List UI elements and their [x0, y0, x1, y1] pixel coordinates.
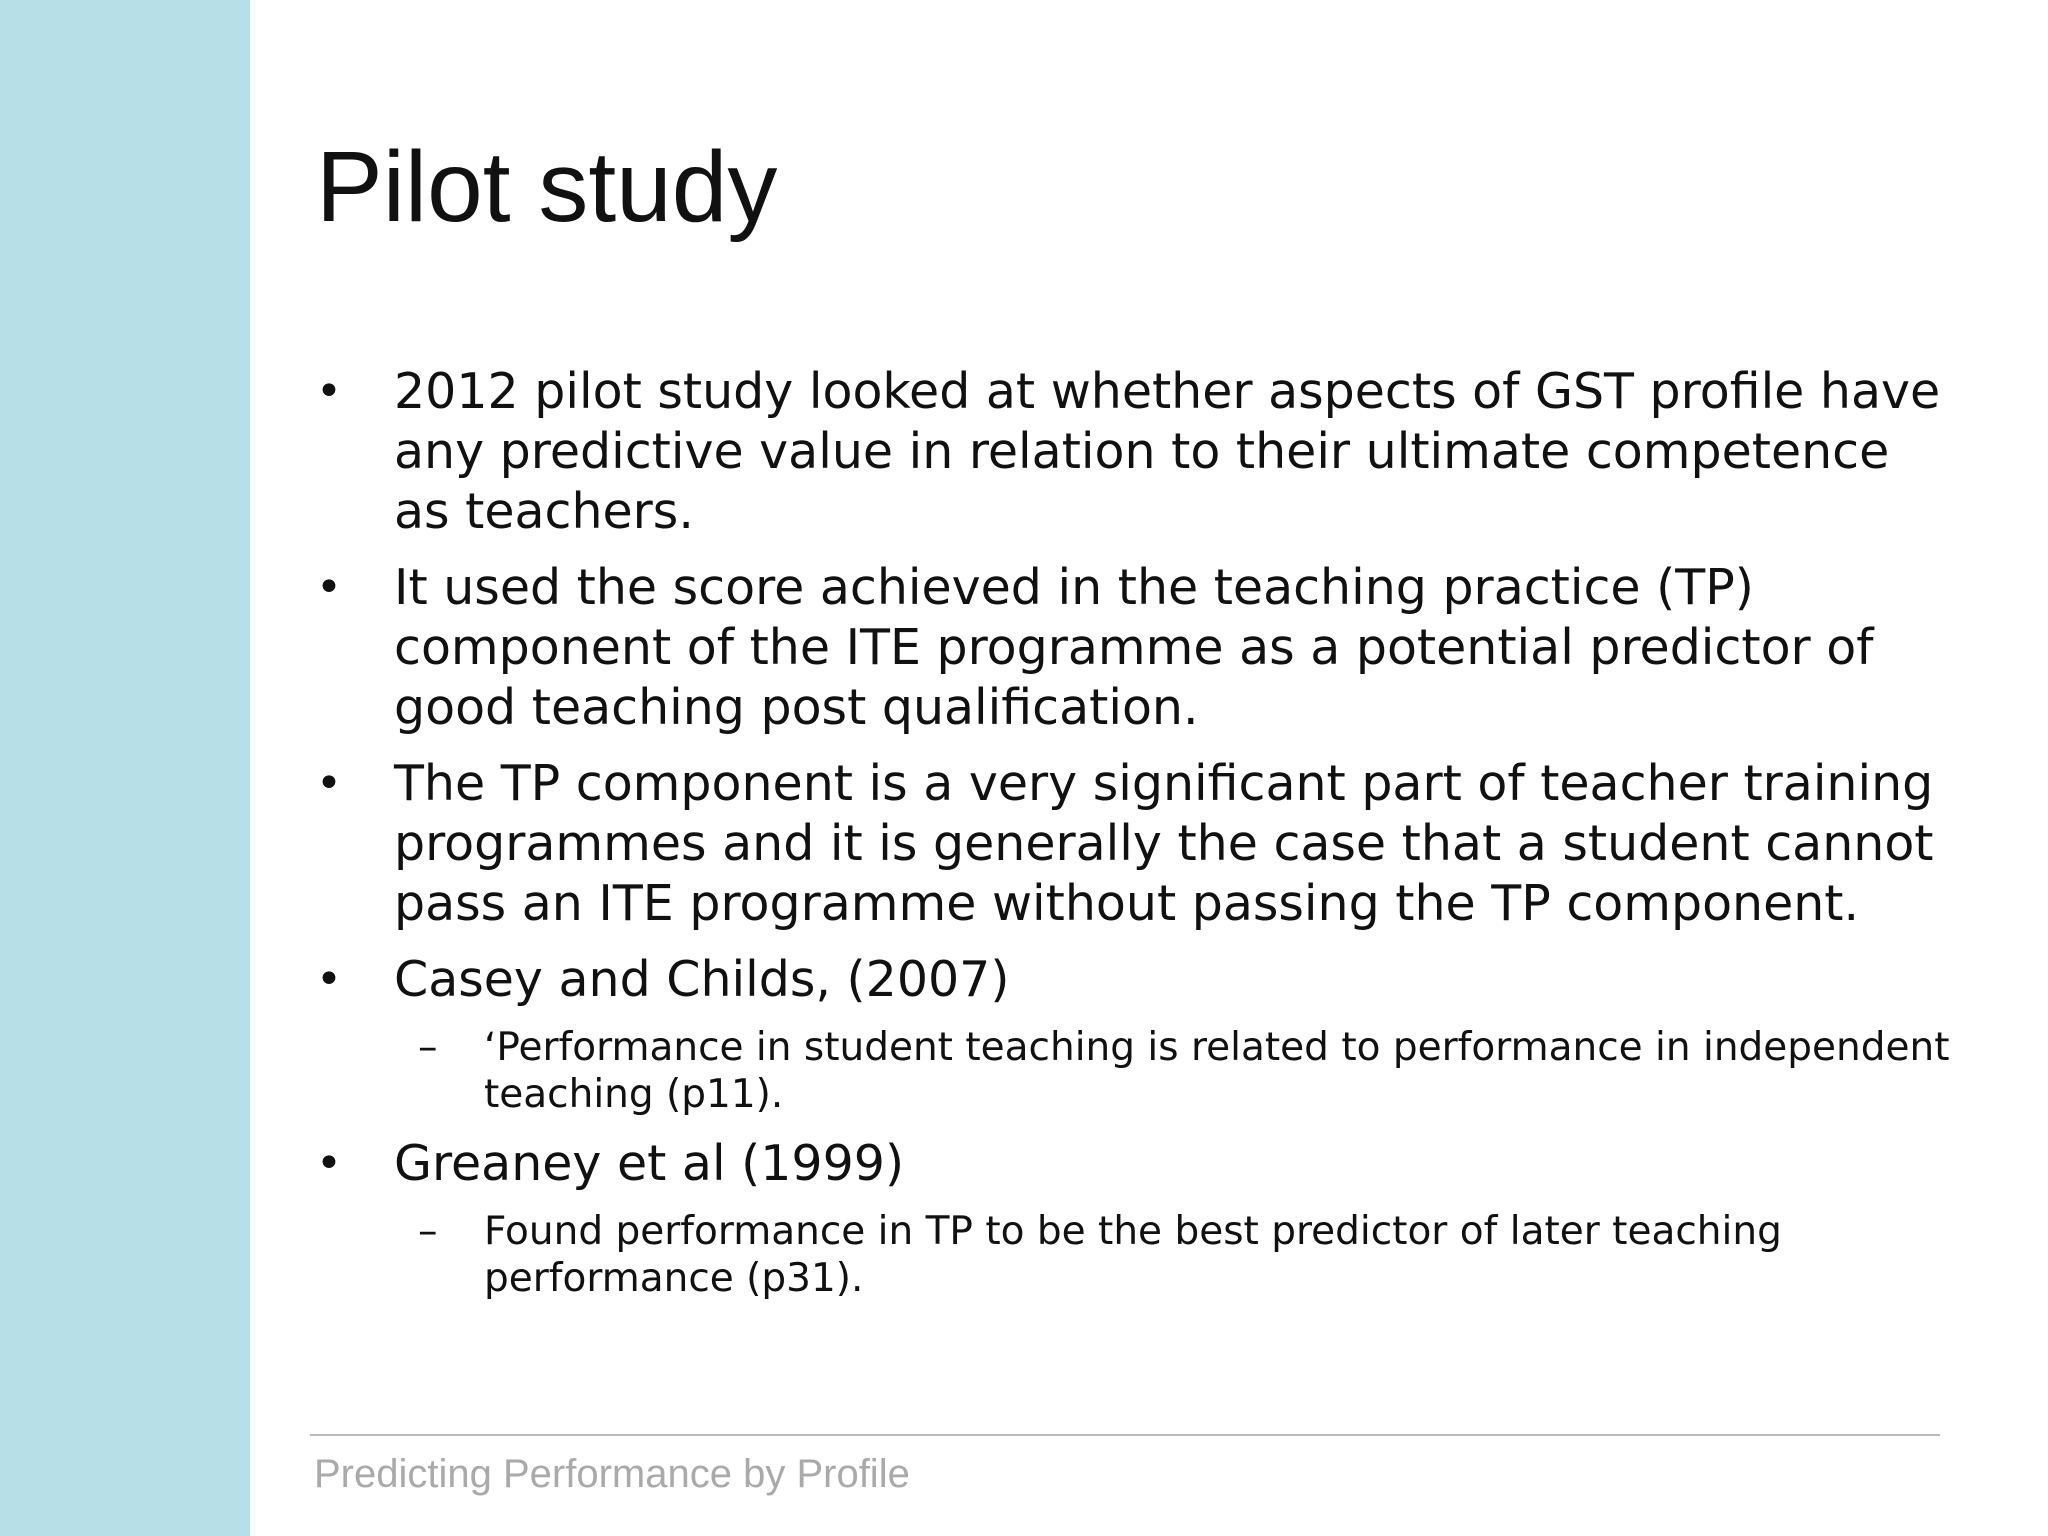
footer-text: Predicting Performance by Profile	[314, 1452, 910, 1496]
dash-icon: –	[418, 1209, 438, 1254]
sub-bullet-text: Found performance in TP to be the best predictor of later teaching performance (p31).	[484, 1209, 1782, 1301]
dash-icon: –	[418, 1025, 438, 1070]
side-band	[0, 0, 250, 1536]
bullet-item	[316, 362, 1956, 542]
bullet-text: The TP component is a very significant part of teacher training programmes and it is generally the case that a student cannot pass an ITE programme without passing the TP component.	[394, 755, 1934, 932]
bullet-dot-icon: •	[316, 366, 342, 417]
sub-bullet-item	[394, 1024, 1956, 1118]
bullet-item	[316, 754, 1956, 934]
sub-bullet-item	[394, 1208, 1956, 1302]
bullet-text: Greaney et al (1999)	[394, 1135, 905, 1192]
bullet-item	[316, 558, 1956, 738]
bullet-item	[316, 1134, 1956, 1302]
footer-divider	[310, 1434, 1940, 1436]
bullet-dot-icon: •	[316, 1138, 342, 1189]
bullet-list	[316, 362, 1956, 1318]
bullet-text: 2012 pilot study looked at whether aspects of GST profile have any predictive value in relation to their ultimate competence as teachers.	[394, 363, 1941, 540]
bullet-text: It used the score achieved in the teaching practice (TP) component of the ITE programme as a potential predictor of good teaching post qualification.	[394, 559, 1874, 736]
bullet-text: Casey and Childs, (2007)	[394, 951, 1010, 1008]
slide-title: Pilot study	[316, 131, 778, 243]
bullet-dot-icon: •	[316, 954, 342, 1005]
bullet-item	[316, 950, 1956, 1118]
sub-bullet-list	[394, 1208, 1956, 1302]
bullet-dot-icon: •	[316, 758, 342, 809]
sub-bullet-list	[394, 1024, 1956, 1118]
bullet-dot-icon: •	[316, 562, 342, 613]
sub-bullet-text: ‘Performance in student teaching is related to performance in independent teaching (p11).	[484, 1025, 1950, 1117]
